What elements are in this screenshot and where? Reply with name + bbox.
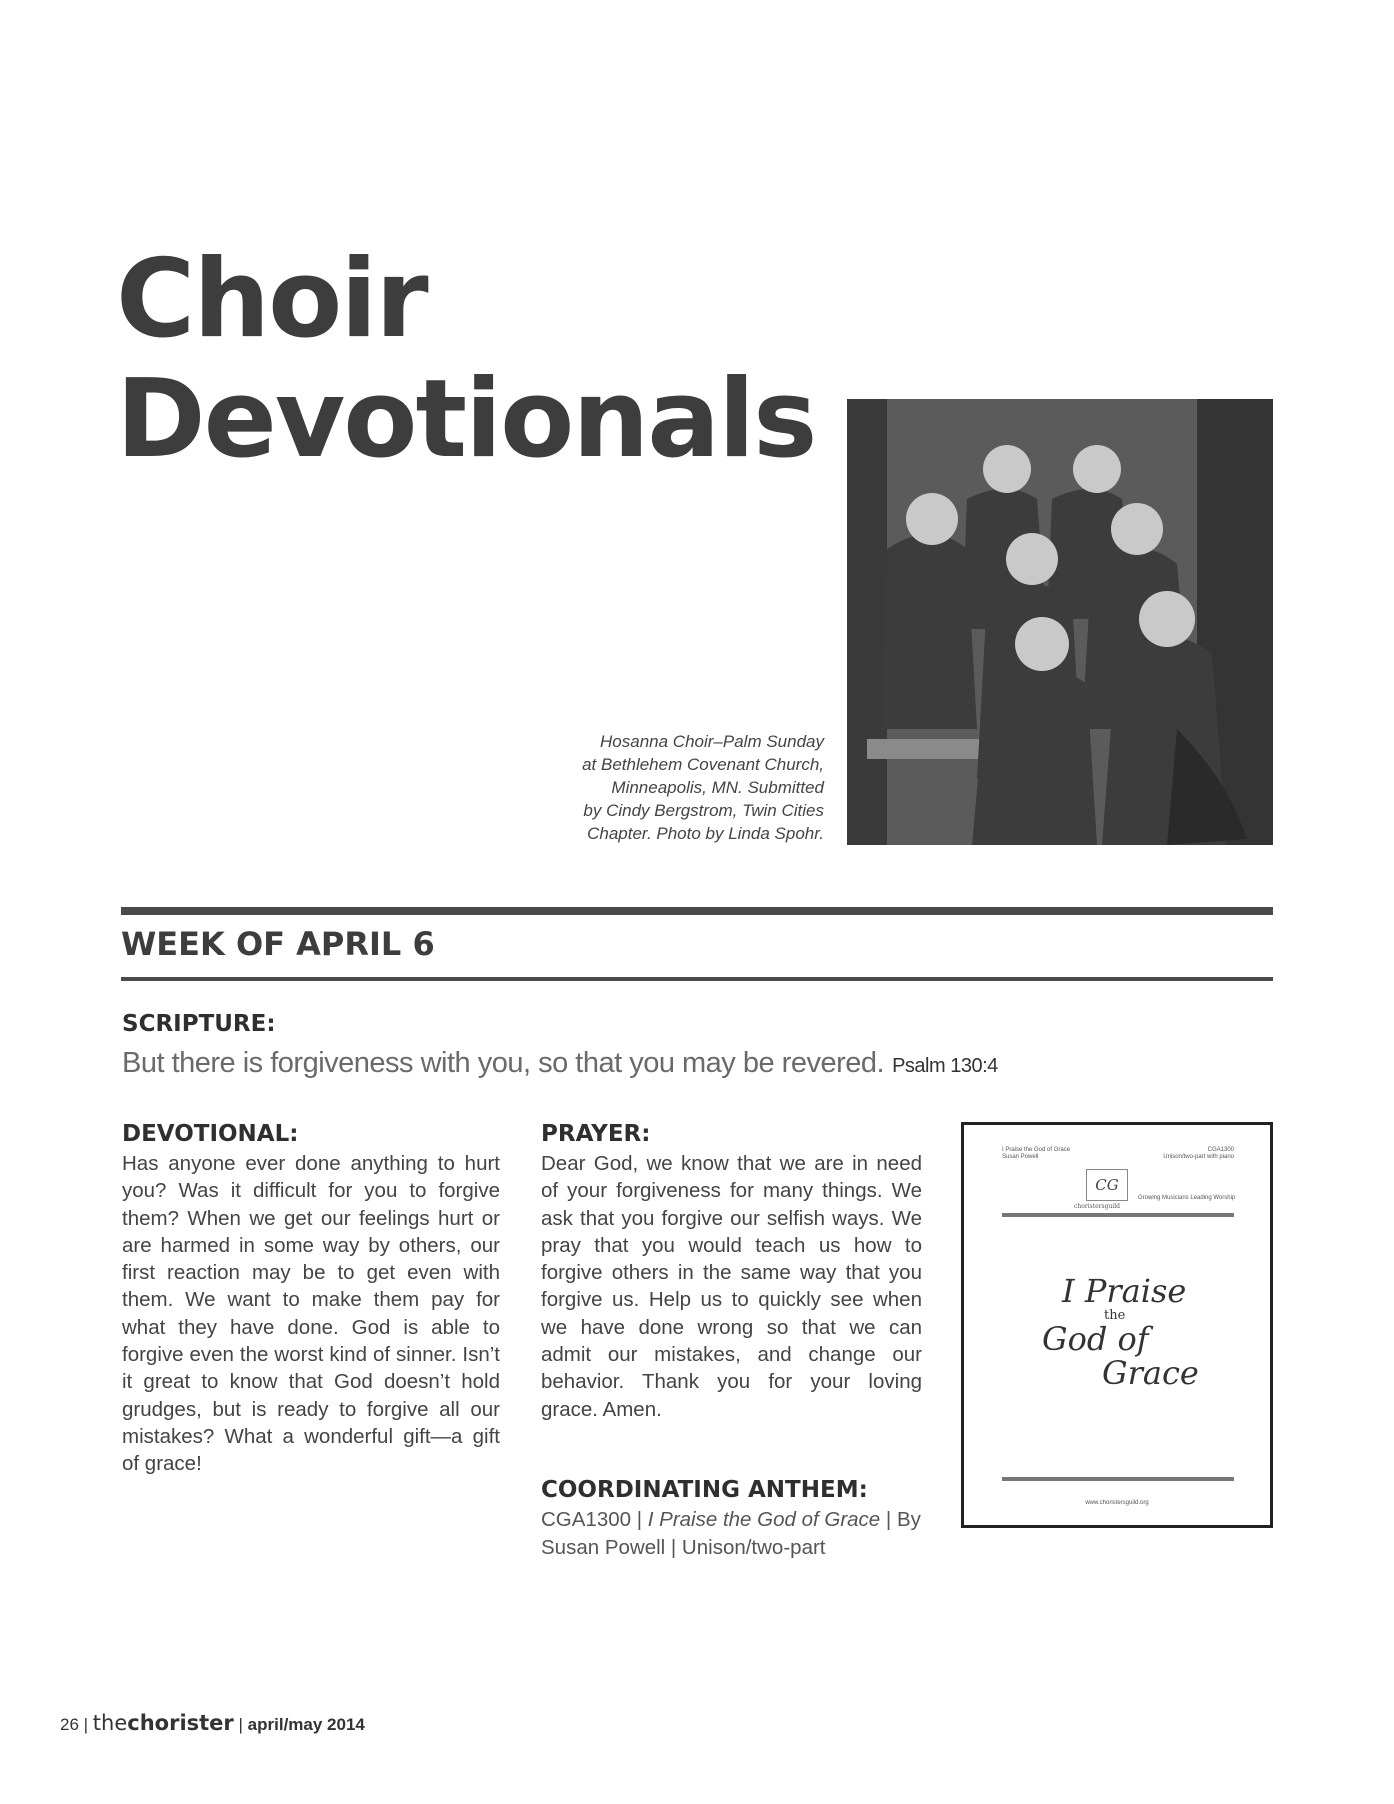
cover-bar-top [1002,1213,1234,1217]
page-title [116,237,816,482]
cover-logo-name: choristersguild [1074,1203,1120,1210]
footer-divider-1-icon: | [83,1715,93,1734]
prayer-label: PRAYER: [541,1121,651,1147]
page-footer [60,1712,365,1736]
cover-code: CGA1300 [1207,1147,1234,1153]
devotional-label: DEVOTIONAL: [122,1121,299,1147]
devotional-text: Has anyone ever done anything to hurt you? Was it difficult for you to forgive them? When we get our feelings hurt or are harmed in some way by others, our first reaction may be to get even with them. We want to make them pay for what they have done. God is able to forgive even the worst kind of sinner. Isn’t it great to know that God doesn’t hold grudges, but is ready to forgive all our mistakes? What a wonderful gift—a gift of grace! [122,1152,500,1476]
cover-tagline: Growing Musicians Leading Worship [1138,1195,1236,1201]
magazine-brand [93,1711,234,1735]
cover-top-right [1163,1147,1234,1161]
prayer-section [541,1120,922,1423]
caption-line: at Bethlehem Covenant Church, [582,755,824,774]
cover-bar-bottom [1002,1477,1234,1481]
section-rule-bottom [121,977,1273,981]
anthem-cover [961,1122,1273,1528]
caption-line: Minneapolis, MN. Submitted [611,778,824,797]
week-heading: WEEK OF APRIL 6 [121,925,435,963]
anthem-label: COORDINATING ANTHEM: [541,1477,868,1503]
issue-date: april/may 2014 [247,1715,365,1734]
anthem-section [541,1476,961,1561]
caption-line: Hosanna Choir–Palm Sunday [600,732,824,751]
title-line-2: Devotionals [116,357,816,482]
title-line-1: Choir [116,237,427,362]
caption-line: Chapter. Photo by Linda Spohr. [587,824,824,843]
cover-title-2: God of [1042,1320,1149,1358]
verse-text: But there is forgiveness with you, so that you may be revered. [122,1047,885,1079]
cover-website: www.choristersguild.org [1085,1500,1149,1506]
page-number: 26 [60,1715,79,1734]
anthem-code: CGA1300 | [541,1508,643,1531]
devotional-section [122,1120,500,1478]
verse-reference: Psalm 130:4 [892,1055,998,1077]
caption-line: by Cindy Bergstrom, Twin Cities [583,801,824,820]
cover-title-3: Grace [1102,1354,1199,1392]
anthem-title: I Praise the God of Grace [647,1508,881,1531]
anthem-details: | By Susan Powell | Unison/two-part [541,1508,921,1559]
cover-voicing: Unison/two-part with piano [1163,1154,1234,1160]
brand-the: the [92,1711,128,1735]
brand-name: chorister [127,1711,234,1735]
cover-logo-mark: CG [1086,1169,1128,1201]
prayer-text: Dear God, we know that we are in need of your forgiveness for many things. We ask that you forgive our selfish ways. We pray that you would teach us how to forgive others in the same way that you forgive us. Help us to quickly see when we have done wrong so that we can admit our mistakes, and change our behavior. Thank you for your loving grace. Amen. [541,1152,922,1421]
cover-composer: Susan Powell [1002,1154,1039,1160]
choir-photo [847,399,1273,845]
choir-children-illustration [847,399,1273,845]
photo-caption [500,730,824,845]
footer-divider-2-icon: | [238,1715,248,1734]
cover-title-the: the [1104,1308,1126,1323]
anthem-info [541,1506,941,1561]
cover-top-left [1002,1147,1070,1161]
cover-piece-title: I Praise the God of Grace [1002,1147,1071,1153]
cover-title-1: I Praise [1062,1272,1187,1310]
scripture-verse [122,1045,998,1084]
section-rule-top [121,907,1273,915]
scripture-label: SCRIPTURE: [122,1011,276,1037]
